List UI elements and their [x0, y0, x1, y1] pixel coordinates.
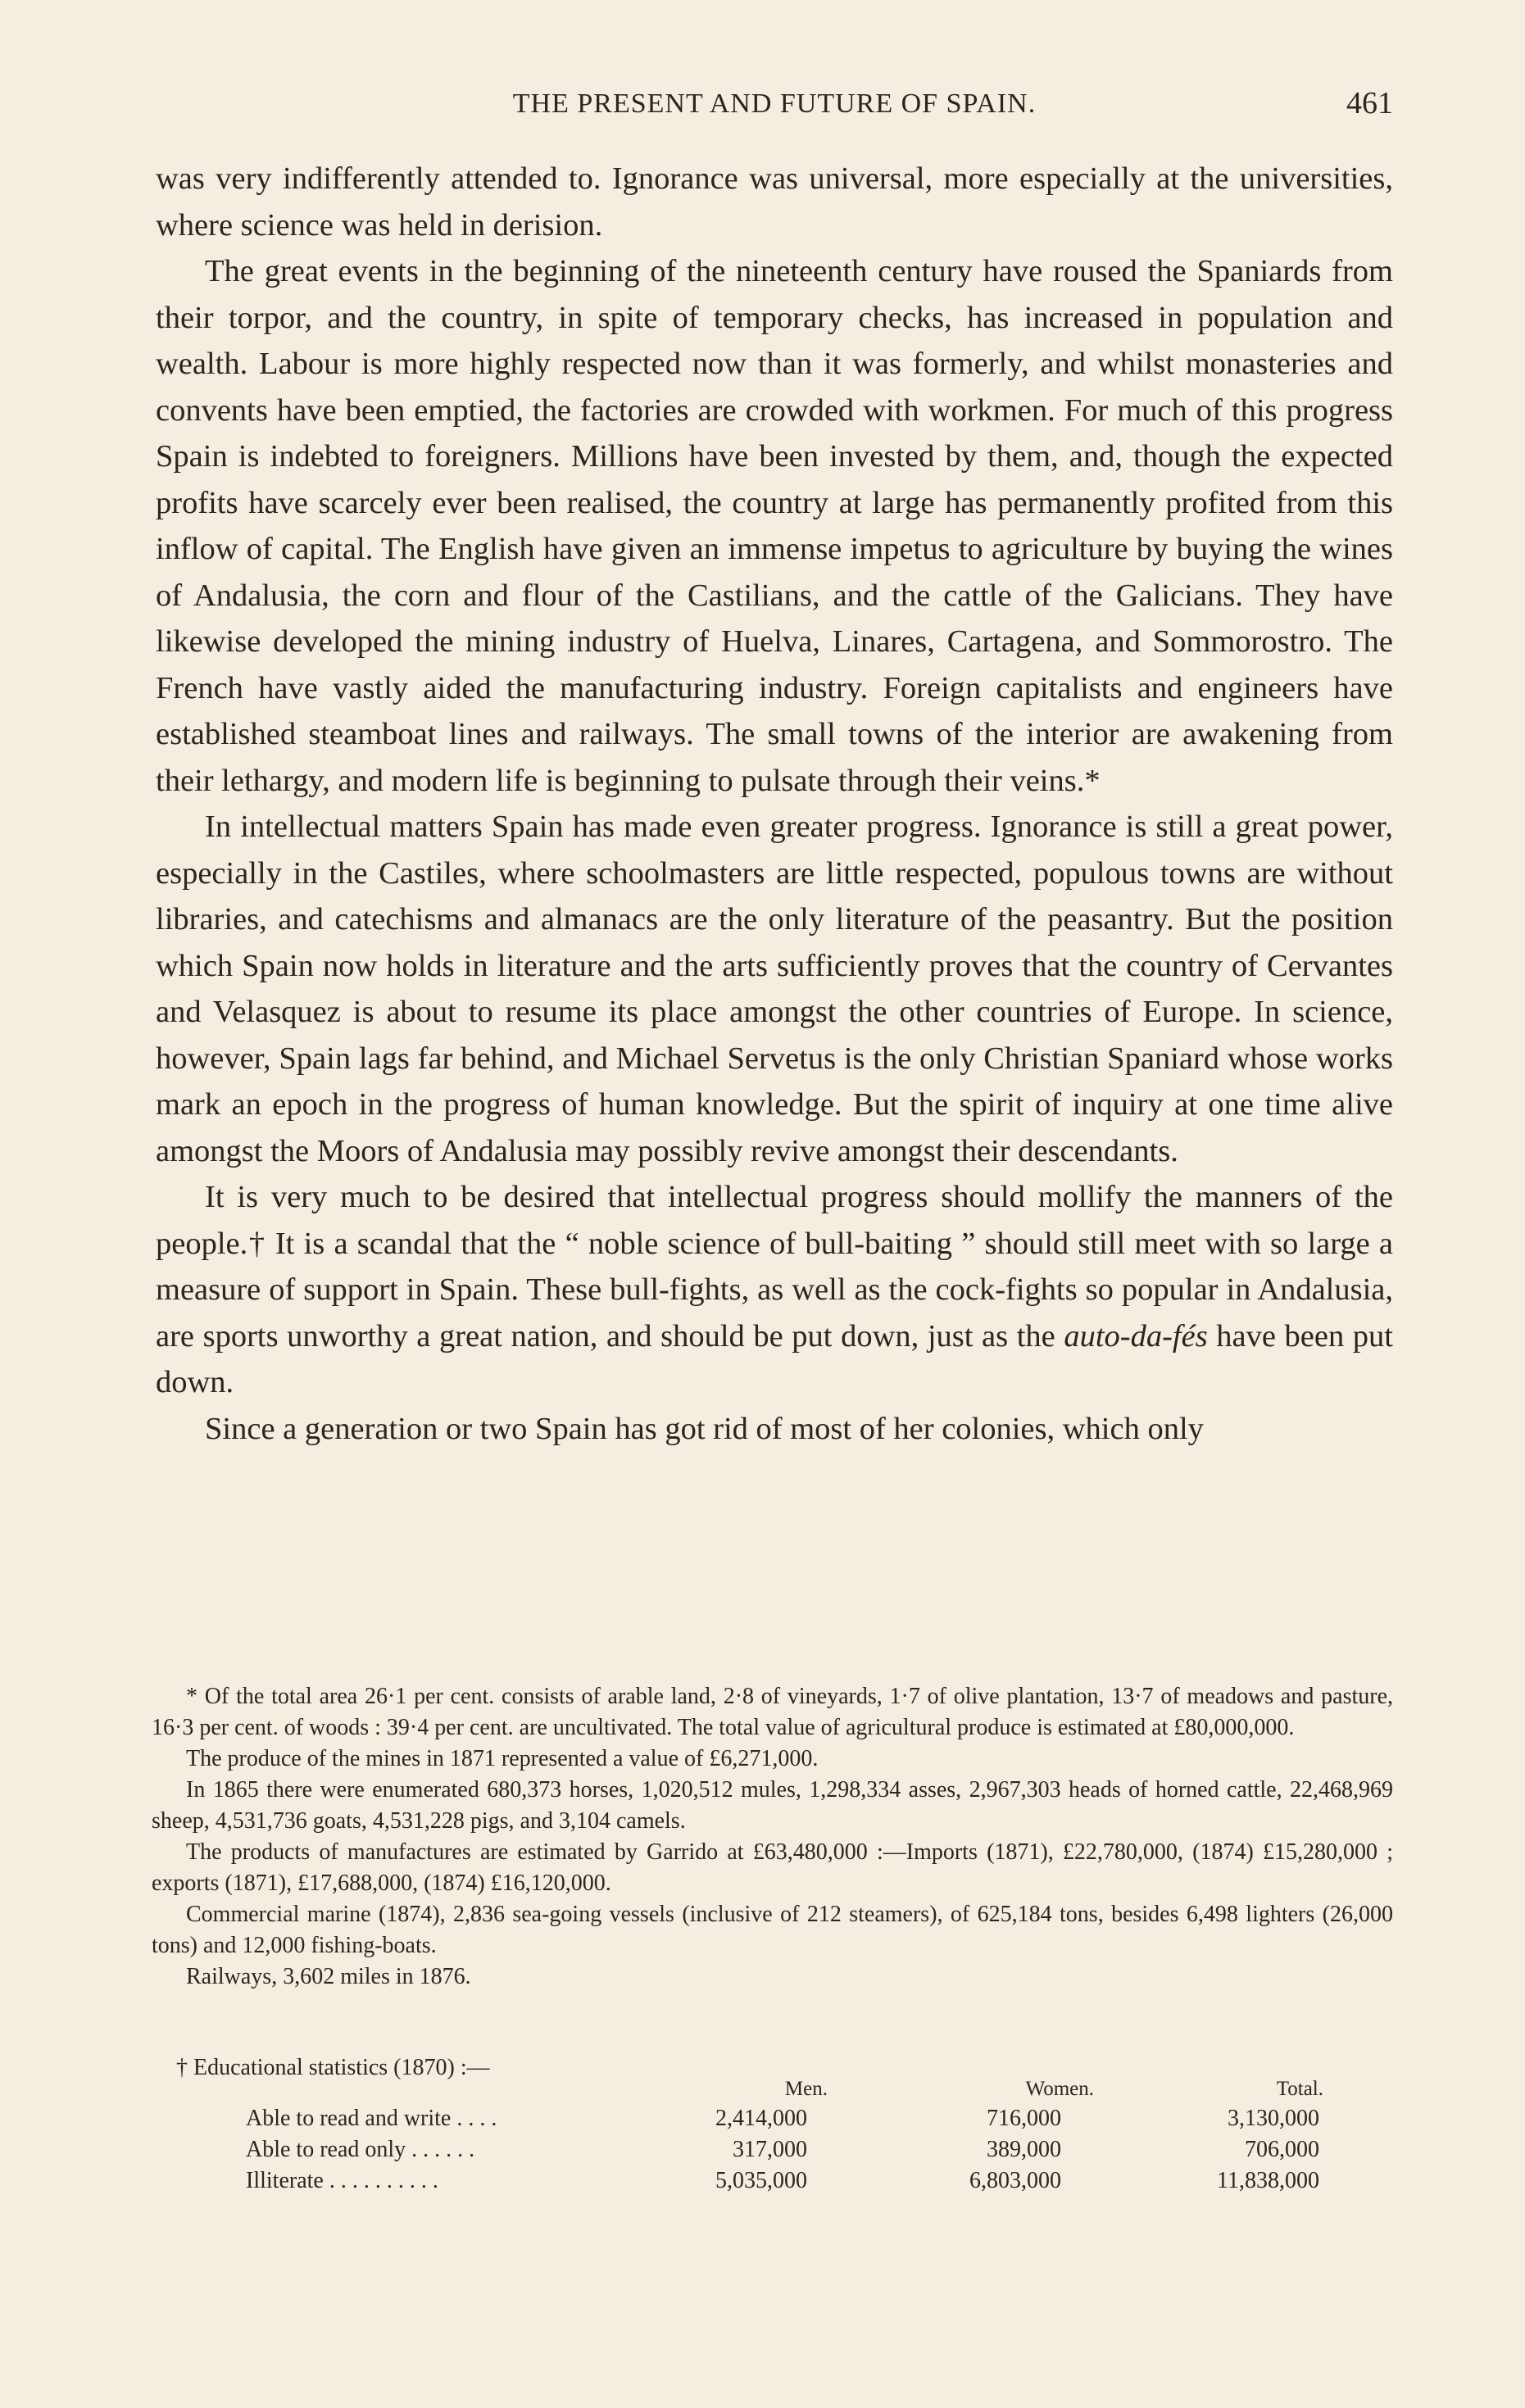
paragraph: was very indifferently attended to. Ignorance was universal, more especially at the universities, where science was held in derision. [156, 161, 1393, 243]
cell-total: 706,000 [1245, 2137, 1319, 2162]
cell-men: 317,000 [733, 2137, 807, 2162]
column-header-total: Total. [1276, 2078, 1323, 2100]
cell-total: 11,838,000 [1217, 2168, 1319, 2193]
main-text [156, 156, 1393, 1452]
italic-term: auto-da-fés [1064, 1318, 1208, 1354]
page-header [156, 82, 1393, 131]
cell-men: 5,035,000 [715, 2168, 807, 2193]
paragraph: The great events in the beginning of the nineteenth century have roused the Spaniards from their torpor, and the country, in spite of temporary checks, has increased in population and wealth. Labour is more highly respected now than it was formerly, and whilst monasteries and convents have been emptied, the factories are crowded with workmen. For much of this progress Spain is indebted to foreigners. Millions have been invested by them, and, though the expected profits have scarcely ever been realised, the country at large has permanently profited from this inflow of capital. The English have given an immense impetus to agriculture by buying the wines of Andalusia, the corn and flour of the Castilians, and the cattle of the Galicians. They have likewise developed the mining industry of Huelva, Linares, Cartagena, and Sommorostro. The French have vastly aided the manufacturing industry. Foreign capitalists and engineers have established steamboat lines and railways. The small towns of the interior are awakening from their lethargy, and modern life is beginning to pulsate through their veins.* [156, 254, 1393, 798]
cell-women: 389,000 [987, 2137, 1061, 2162]
footnote: The products of manufactures are estimated by Garrido at £63,480,000 :—Imports (1871), £22,780,000, (1874) £15,280,000 ; exports (1871), £17,688,000, (1874) £16,120,000. [152, 1839, 1393, 1896]
column-header-men: Men. [784, 2078, 828, 2100]
paragraph [156, 1174, 1393, 1406]
paragraph-text: have been put down. [156, 1318, 1393, 1399]
footnote: The produce of the mines in 1871 represented a value of £6,271,000. [186, 1746, 819, 1771]
running-title: THE PRESENT AND FUTURE OF SPAIN. [512, 88, 1037, 119]
table-row [168, 2137, 1319, 2166]
paragraph: Since a generation or two Spain has got rid of most of her colonies, which only [205, 1411, 1204, 1446]
paragraph-text: It is very much to be desired that intellectual progress should mollify the manners of the people.† It is a scandal that the “ noble science of bull-baiting ” should still meet with so large a measure of support in Spain. These bull-fights, as well as the cock-fights so popular in Andalusia, are sports unworthy a great nation, and should be put down, just as the [156, 1180, 1393, 1354]
table-caption: † Educational statistics (1870) :— [176, 2055, 490, 2080]
footnote: Railways, 3,602 miles in 1876. [186, 1964, 471, 1989]
table-row [168, 2168, 1319, 2197]
cell-women: 6,803,000 [969, 2168, 1061, 2193]
table-row [168, 2106, 1319, 2135]
cell-total: 3,130,000 [1228, 2106, 1319, 2131]
paragraph: In intellectual matters Spain has made even greater progress. Ignorance is still a great power, especially in the Castiles, where schoolmasters are little respected, populous towns are without libraries, and catechisms and almanacs are the only literature of the peasantry. But the position which Spain now holds in literature and the arts sufficiently proves that the country of Cervantes and Velasquez is about to resume its place amongst the other countries of Europe. In science, however, Spain lags far behind, and Michael Servetus is the only Christian Spaniard whose works mark an epoch in the progress of human knowledge. But the spirit of inquiry at one time alive amongst the Moors of Andalusia may possibly revive amongst their descendants. [156, 809, 1393, 1168]
row-label: Able to read only . . . . . . [246, 2137, 475, 2162]
column-header-women: Women. [1025, 2078, 1094, 2100]
row-label: Illiterate . . . . . . . . . . [246, 2168, 438, 2193]
cell-women: 716,000 [987, 2106, 1061, 2131]
cell-men: 2,414,000 [715, 2106, 807, 2131]
row-label: Able to read and write . . . . [246, 2106, 497, 2131]
footnote: * Of the total area 26·1 per cent. consists of arable land, 2·8 of vineyards, 1·7 of olive plantation, 13·7 of meadows and pasture, 16·3 per cent. of woods : 39·4 per cent. are uncultivated. The total value of agricultural produce is estimated at £80,000,000. [152, 1684, 1393, 1740]
footnote: Commercial marine (1874), 2,836 sea-going vessels (inclusive of 212 steamers), of 625,184 tons, besides 6,498 lighters (26,000 tons) and 12,000 fishing-boats. [152, 1902, 1393, 1958]
footnotes [152, 1681, 1393, 1993]
page-number: 461 [1346, 86, 1393, 120]
footnote: In 1865 there were enumerated 680,373 horses, 1,020,512 mules, 1,298,334 asses, 2,967,303 heads of horned cattle, 22,468,969 sheep, 4,531,736 goats, 4,531,228 pigs, and 3,104 camels. [152, 1777, 1393, 1834]
